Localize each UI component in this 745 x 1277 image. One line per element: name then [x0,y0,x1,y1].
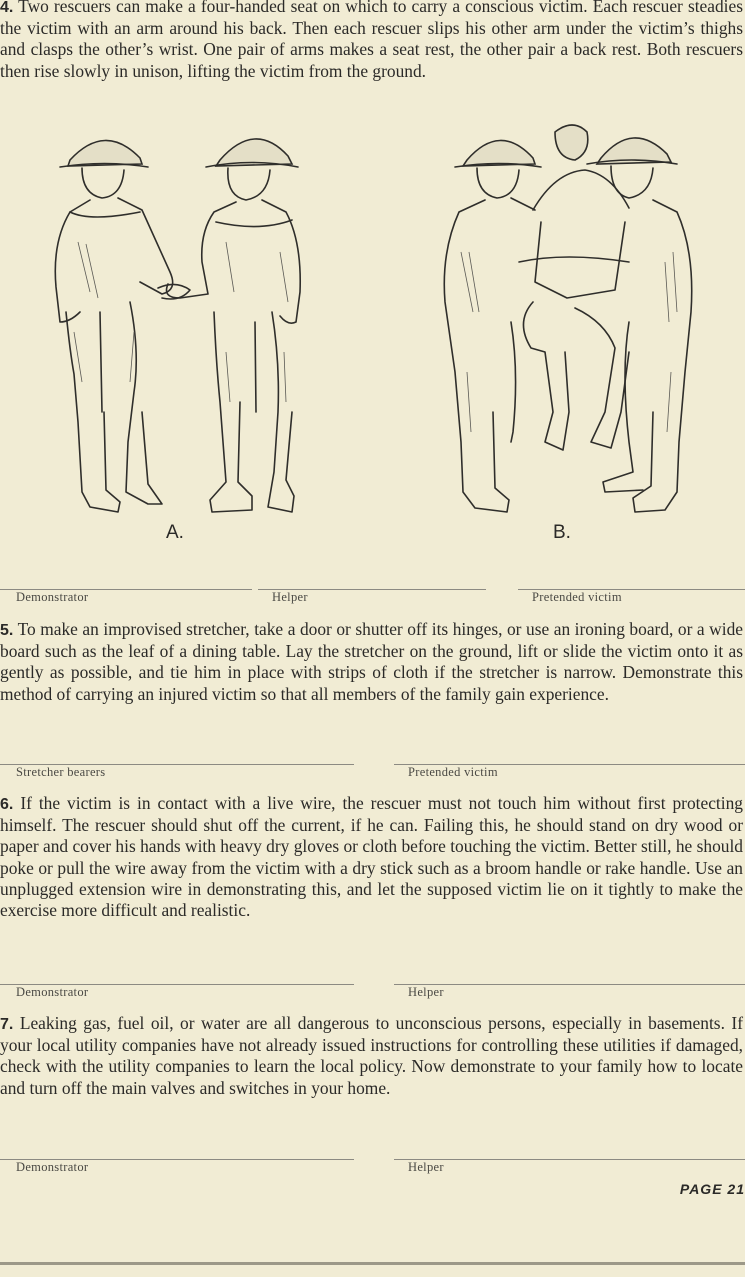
step-text: Two rescuers can make a four-handed seat on which to carry a conscious victim. Each rescuer steadies the victim with an arm around his back. Then each rescuer slips his other arm under the victim’s thighs and clasps the other’s wrist. One pair of arms makes a seat rest, the other pair a back rest. Both rescuers then rise slowly in unison, lifting the victim from the ground. [0,0,743,81]
figure-a-illustration [30,112,360,552]
step-number: 4. [0,0,14,16]
signature-label-pretended-victim: Pretended victim [408,765,498,779]
step-5-paragraph [0,619,743,705]
figure-b-illustration [415,112,745,552]
signature-label-demonstrator: Demonstrator [16,590,89,604]
signature-label-stretcher-bearers: Stretcher bearers [16,765,106,779]
step-text: To make an improvised stretcher, take a door or shutter off its hinges, or use an ironing board, or a wide board such as the leaf of a dining table. Lay the stretcher on the ground, lift or slide the victim onto it as gently as possible, and tie him in place with strips of cloth if the stretcher is narrow. Demonstrate this method of carrying an injured victim so that all members of the family gain experience. [0,619,743,704]
signature-label-demonstrator: Demonstrator [16,985,89,999]
two-rescuers-clasping-wrists-drawing [30,112,360,552]
step-6-paragraph [0,793,743,921]
signature-label-helper: Helper [272,590,308,604]
step-4-paragraph [0,0,743,82]
step-7-paragraph [0,1013,743,1099]
signature-label-pretended-victim: Pretended victim [532,590,622,604]
step-number: 5. [0,622,14,639]
step-number: 7. [0,1016,14,1033]
figure-a-label: A. [166,522,184,543]
figure-b-label: B. [553,522,571,543]
step-text: Leaking gas, fuel oil, or water are all dangerous to unconscious persons, especially in basements. If your local utility companies have not already issued instructions for controlling these utilities if damaged, check with the utility companies to learn the local policy. Now demonstrate to your family how to locate and turn off the main valves and switches in your home. [0,1013,743,1098]
step-number: 6. [0,796,14,813]
bottom-rule [0,1262,745,1265]
signature-line[interactable] [394,984,745,985]
signature-label-helper: Helper [408,985,444,999]
four-handed-seat-carry-drawing [415,112,745,552]
page-number: PAGE 21 [679,1181,745,1197]
signature-line[interactable] [394,1159,745,1160]
signature-label-demonstrator: Demonstrator [16,1160,89,1174]
signature-label-helper: Helper [408,1160,444,1174]
step-text: If the victim is in contact with a live wire, the rescuer must not touch him without first protecting himself. The rescuer should shut off the current, if he can. Failing this, he should stand on dry wood or paper and cover his hands with heavy dry gloves or cloth before touching the victim. Better still, he should poke or pull the wire away from the victim with a dry stick such as a broom handle or rake handle. Use an unplugged extension wire in demonstrating this, and let the supposed victim lie on it tightly to make the exercise more difficult and realistic. [0,793,743,921]
